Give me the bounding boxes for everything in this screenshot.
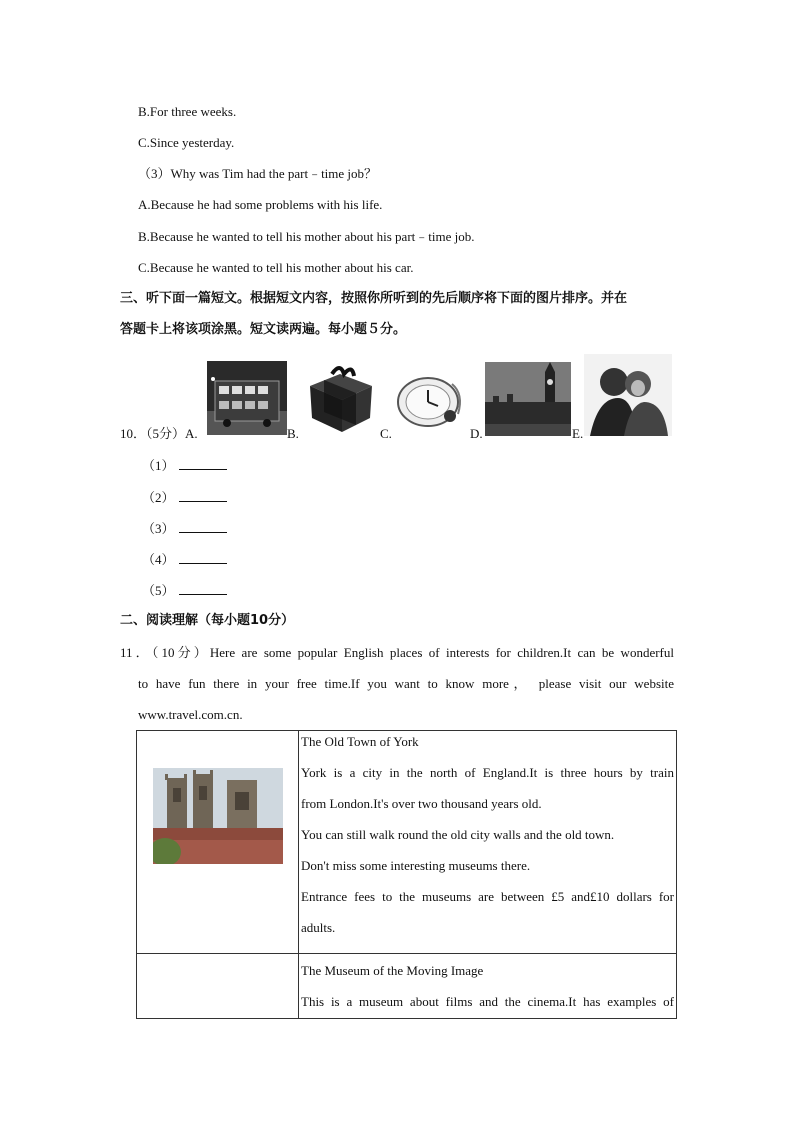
question-3-option-c: C.Because he wanted to tell his mother about his car. <box>138 260 414 275</box>
couple-image <box>584 354 672 436</box>
option-e-label: E. <box>572 426 584 441</box>
york-title: The Old Town of York <box>301 734 419 749</box>
question-3-option-a: A.Because he had some problems with his life. <box>138 197 383 212</box>
answer-line-2[interactable] <box>179 489 227 502</box>
york-line-2: York is a city in the north of England.It is three hours by train <box>301 765 674 780</box>
option-c-label: C. <box>380 426 392 441</box>
section-3-heading-line-2: 答题卡上将该项涂黑。短文读两遍。每小题５分。 <box>120 322 407 337</box>
blank-1: （1） <box>142 457 227 474</box>
question-11-website: www.travel.com.cn. <box>138 707 243 722</box>
image-cell <box>137 731 299 954</box>
museum-line-2: This is a museum about films and the cinema.It has examples of <box>301 994 674 1009</box>
empty-image-cell <box>137 954 299 1019</box>
blank-5: （5） <box>142 582 227 599</box>
york-minster-image <box>153 768 283 864</box>
places-table <box>136 730 677 1019</box>
question-3-option-b: B.Because he wanted to tell his mother about his part﹣time job. <box>138 229 475 244</box>
table-row <box>137 731 677 954</box>
york-line-4: You can still walk round the old city walls and the old town. <box>301 827 615 842</box>
option-d-label: D. <box>470 426 483 441</box>
question-3: （3）Why was Tim had the part﹣time job？ <box>138 166 378 181</box>
double-decker-bus-image <box>207 361 287 435</box>
section-2-heading: 二、阅读理解（每小题10分） <box>120 613 295 628</box>
blank-3: （3） <box>142 520 227 537</box>
blank-4: （4） <box>142 551 227 568</box>
option-b-prev: B.For three weeks. <box>138 104 237 119</box>
section-3-heading-line-1: 三、听下面一篇短文。根据短文内容，按照你所听到的先后顺序将下面的图片排序。并在 <box>120 291 628 306</box>
answer-line-5[interactable] <box>179 582 227 595</box>
answer-line-4[interactable] <box>179 551 227 564</box>
option-c-prev: C.Since yesterday. <box>138 135 235 150</box>
gift-box-image <box>302 360 378 435</box>
museum-title: The Museum of the Moving Image <box>301 963 484 978</box>
question-11-line-2: to have fun there in your free time.If you want to know more， please visit our website <box>138 676 674 691</box>
york-line-5: Don't miss some interesting museums there. <box>301 858 531 873</box>
answer-line-3[interactable] <box>179 520 227 533</box>
pocket-watch-image <box>392 364 468 434</box>
big-ben-image <box>485 362 571 436</box>
blank-2: （2） <box>142 489 227 506</box>
answer-line-1[interactable] <box>179 457 227 470</box>
question-11-line-1: 11．（10分）Here are some popular English places of interests for children.It can be wonderful <box>120 645 674 660</box>
museum-description-cell <box>299 954 677 1019</box>
york-line-6: Entrance fees to the museums are between £5 and£10 dollars for <box>301 889 674 904</box>
york-description-cell <box>299 731 677 954</box>
question-10-prefix: 10．（5分）A. <box>120 426 198 441</box>
york-line-3: from London.It's over two thousand years old. <box>301 796 542 811</box>
option-b-label: B. <box>287 426 299 441</box>
table-row <box>137 954 677 1019</box>
york-line-7: adults. <box>301 920 336 935</box>
